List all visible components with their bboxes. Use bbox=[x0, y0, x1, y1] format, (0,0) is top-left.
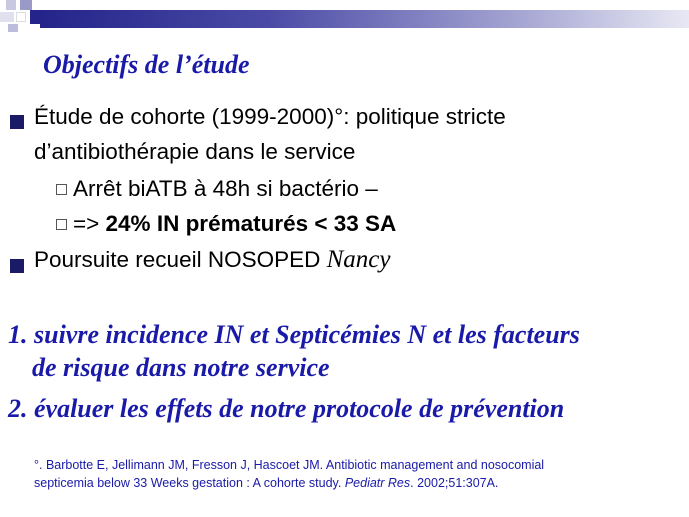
subbullet-2-prefix: => bbox=[73, 211, 106, 236]
subbullet-1 bbox=[56, 176, 378, 202]
objective-1-line-2: de risque dans notre service bbox=[32, 353, 330, 382]
objective-1-line-1: 1. suivre incidence IN et Septicémies N et les facteurs bbox=[8, 320, 580, 349]
objective-2: 2. évaluer les effets de notre protocole de prévention bbox=[8, 394, 565, 423]
subbullet-2 bbox=[56, 211, 396, 237]
checkbox-square-icon bbox=[56, 219, 67, 230]
deco-square bbox=[20, 0, 32, 10]
reference-citation: . 2002;51:307A. bbox=[410, 476, 499, 490]
reference-line-2 bbox=[34, 476, 498, 490]
deco-square bbox=[16, 12, 26, 22]
bullet-square-icon bbox=[10, 259, 24, 273]
slide-title: Objectifs de l’étude bbox=[43, 50, 250, 79]
deco-square bbox=[0, 12, 14, 22]
title-gradient-bar bbox=[40, 10, 689, 28]
bullet-2-text: Poursuite recueil NOSOPED bbox=[34, 247, 327, 272]
reference-line-1: °. Barbotte E, Jellimann JM, Fresson J, Hascoet JM. Antibiotic management and nosocomial bbox=[34, 458, 545, 472]
subbullet-2-bold-text: 24% IN prématurés < 33 SA bbox=[105, 211, 397, 236]
bullet-1-line-2: d’antibiothérapie dans le service bbox=[34, 139, 356, 164]
bullet-square-icon bbox=[10, 115, 24, 129]
bullet-2-italic-text: Nancy bbox=[326, 246, 391, 273]
reference-text: septicemia below 33 Weeks gestation : A cohorte study. bbox=[34, 476, 345, 490]
bullet-1-line-1: Étude de cohorte (1999-2000)°: politique stricte bbox=[34, 104, 506, 129]
checkbox-square-icon bbox=[56, 184, 67, 195]
deco-square bbox=[6, 0, 16, 10]
bullet-2 bbox=[34, 246, 391, 274]
reference-journal: Pediatr Res bbox=[344, 476, 411, 490]
subbullet-1-text: Arrêt biATB à 48h si bactério – bbox=[73, 176, 378, 201]
deco-square bbox=[8, 24, 18, 32]
